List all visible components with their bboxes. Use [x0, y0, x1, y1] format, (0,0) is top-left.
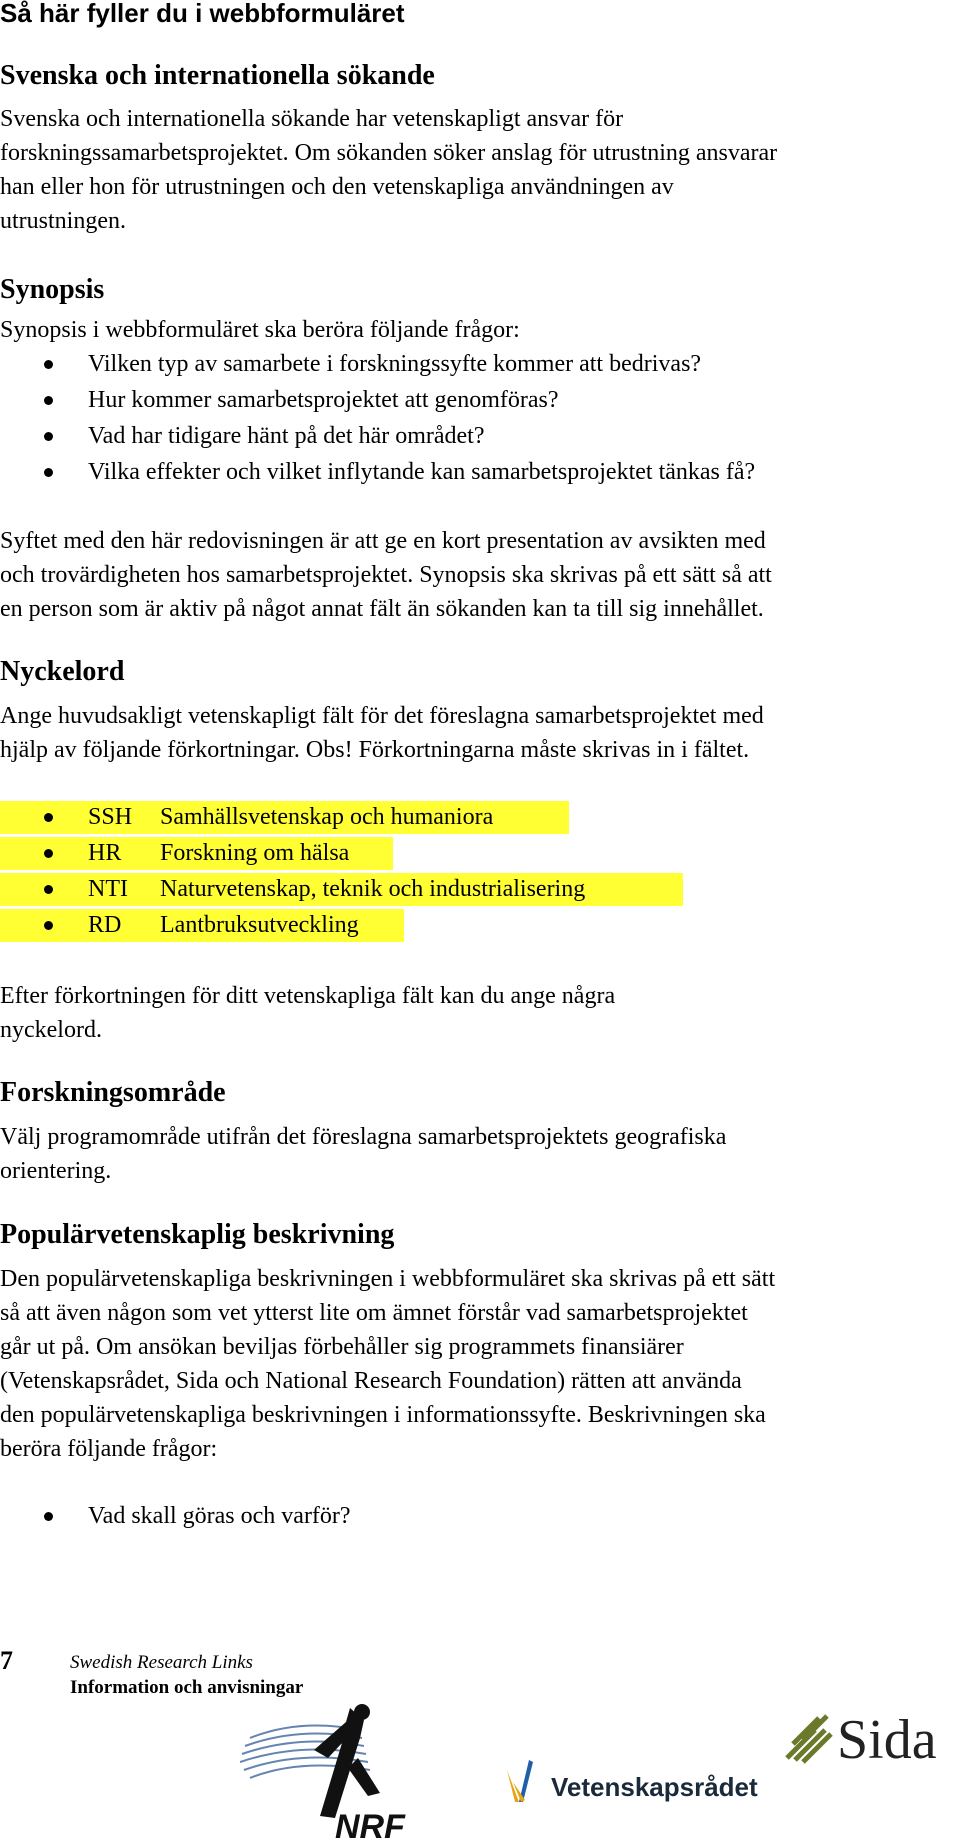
bullet-icon — [44, 813, 53, 822]
text-line: Välj programområde utifrån det föreslagna samarbetsprojektets geografiska — [0, 1124, 727, 1150]
text-line: Svenska och internationella sökande har vetenskapligt ansvar för — [0, 106, 624, 132]
page-title: Så här fyller du i webbformuläret — [0, 0, 405, 28]
field-name: Samhällsvetenskap och humaniora — [160, 804, 494, 830]
section-heading-synopsis: Synopsis — [0, 274, 105, 305]
section-heading-keywords: Nyckelord — [0, 656, 125, 687]
footer-subtitle: Information och anvisningar — [70, 1677, 304, 1698]
section-heading-applicants: Svenska och internationella sökande — [0, 60, 435, 91]
list-item — [0, 1498, 351, 1534]
text-line: går ut på. Om ansökan beviljas förbehåller sig programmets finansiärer — [0, 1334, 684, 1360]
list-item — [0, 346, 755, 382]
bullet-icon — [44, 921, 53, 930]
field-abbreviation: SSH — [88, 804, 133, 830]
nrf-logo-text: NRF — [335, 1808, 405, 1843]
list-item-text: Hur kommer samarbetsprojektet att genomföras? — [88, 387, 559, 413]
footer-title: Swedish Research Links — [70, 1652, 253, 1673]
text-line: utrustningen. — [0, 208, 126, 234]
list-item — [0, 382, 755, 418]
list-item — [0, 454, 755, 490]
list-item-text: Vad har tidigare hänt på det här området? — [88, 423, 485, 449]
section-heading-research-area: Forskningsområde — [0, 1077, 226, 1108]
field-name: Forskning om hälsa — [160, 840, 350, 866]
text-line: så att även någon som vet ytterst lite om ämnet förstår vad samarbetsprojektet — [0, 1300, 748, 1326]
applicants-paragraph — [0, 102, 950, 238]
text-line: och trovärdigheten hos samarbetsprojektet. Synopsis ska skrivas på ett sätt så att — [0, 562, 772, 588]
popular-description-paragraph — [0, 1262, 950, 1466]
sida-logo — [785, 1700, 960, 1770]
field-name: Naturvetenskap, teknik och industrialisering — [160, 876, 586, 902]
list-item-text: Vilken typ av samarbete i forskningssyfte kommer att bedrivas? — [88, 351, 702, 377]
synopsis-question-list — [0, 346, 755, 490]
synopsis-intro: Synopsis i webbformuläret ska beröra följande frågor: — [0, 317, 520, 343]
popular-description-question-list — [0, 1498, 351, 1534]
field-abbreviation: HR — [88, 840, 122, 866]
bullet-icon — [44, 432, 53, 441]
vetenskapsradet-logo-text: Vetenskapsrådet — [551, 1772, 758, 1802]
list-item — [0, 418, 755, 454]
text-line: forskningssamarbetsprojektet. Om sökanden söker anslag för utrustning ansvarar — [0, 140, 778, 166]
text-line: den populärvetenskapliga beskrivningen i informationssyfte. Beskrivningen ska — [0, 1402, 766, 1428]
section-heading-popular-description: Populärvetenskaplig beskrivning — [0, 1219, 395, 1250]
nrf-logo — [240, 1698, 440, 1843]
bullet-icon — [44, 360, 53, 369]
text-line: (Vetenskapsrådet, Sida och National Research Foundation) rätten att använda — [0, 1368, 742, 1394]
field-abbreviation: NTI — [88, 876, 128, 902]
bullet-icon — [44, 1512, 53, 1521]
keywords-paragraph — [0, 699, 950, 767]
text-line: beröra följande frågor: — [0, 1436, 218, 1462]
synopsis-paragraph — [0, 524, 950, 626]
bullet-icon — [44, 849, 53, 858]
vetenskapsradet-logo — [505, 1752, 805, 1812]
list-item-text: Vilka effekter och vilket inflytande kan samarbetsprojektet tänkas få? — [88, 459, 756, 485]
keywords-after-paragraph — [0, 979, 950, 1047]
text-line: hjälp av följande förkortningar. Obs! Förkortningarna måste skrivas in i fältet. — [0, 737, 750, 763]
research-area-paragraph — [0, 1120, 950, 1188]
page-number: 7 — [0, 1646, 13, 1675]
text-line: orientering. — [0, 1158, 112, 1184]
field-abbreviation: RD — [88, 912, 122, 938]
text-line: Efter förkortningen för ditt vetenskapliga fält kan du ange några — [0, 983, 616, 1009]
list-item-text: Vad skall göras och varför? — [88, 1503, 351, 1529]
bullet-icon — [44, 885, 53, 894]
text-line: Ange huvudsakligt vetenskapligt fält för det föreslagna samarbetsprojektet med — [0, 703, 764, 729]
text-line: Den populärvetenskapliga beskrivningen i webbformuläret ska skrivas på ett sätt — [0, 1266, 776, 1292]
text-line: nyckelord. — [0, 1017, 102, 1043]
bullet-icon — [44, 396, 53, 405]
field-name: Lantbruksutveckling — [160, 912, 359, 938]
bullet-icon — [44, 468, 53, 477]
text-line: han eller hon för utrustningen och den vetenskapliga användningen av — [0, 174, 674, 200]
sida-logo-text: Sida — [837, 1709, 937, 1770]
text-line: en person som är aktiv på något annat fält än sökanden kan ta till sig innehållet. — [0, 596, 764, 622]
text-line: Syftet med den här redovisningen är att ge en kort presentation av avsikten med — [0, 528, 766, 554]
